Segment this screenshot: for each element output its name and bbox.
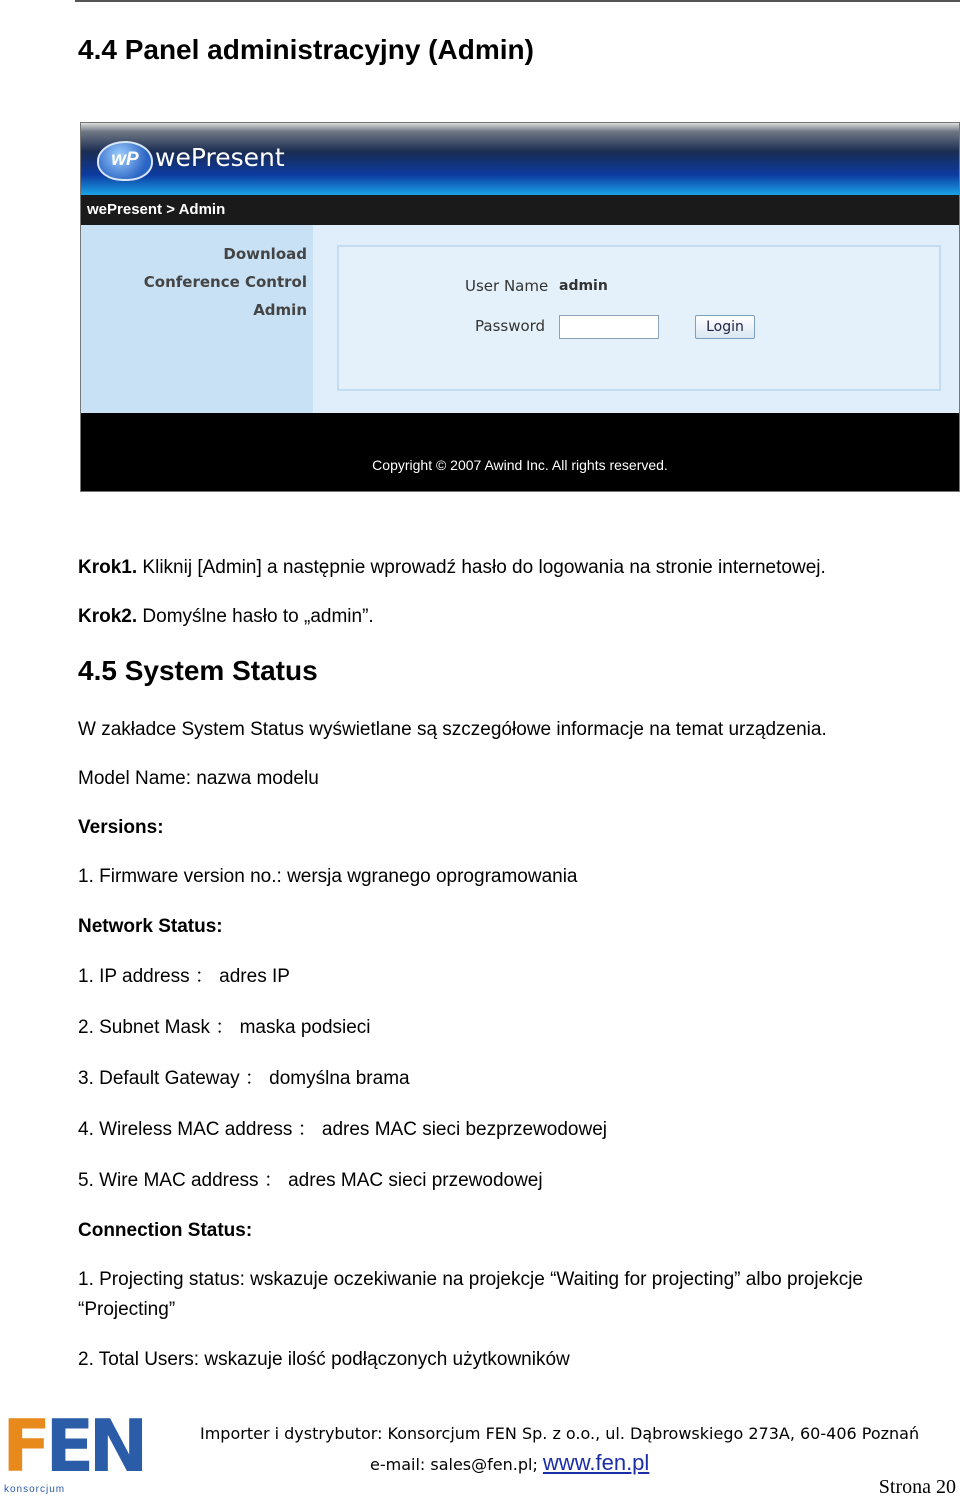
network-item: 4. Wireless MAC address ： adres MAC sieci bezprzewodowej xyxy=(78,1119,608,1140)
wepresent-logo-text: wePresent xyxy=(155,143,285,172)
user-name-label: User Name xyxy=(465,277,549,295)
step-2-text: Domyślne hasło to „admin”. xyxy=(137,606,374,627)
network-item: 5. Wire MAC address ： adres MAC sieci przewodowej xyxy=(78,1170,543,1191)
password-label: Password xyxy=(475,317,546,335)
network-title: Network Status: xyxy=(78,916,223,937)
left-menu xyxy=(81,225,313,413)
fen-logo-letters: FEN xyxy=(2,1404,143,1488)
login-form xyxy=(337,245,941,391)
step-1-label: Krok1. xyxy=(78,557,138,578)
network-item: 3. Default Gateway ： domyślna brama xyxy=(78,1068,410,1089)
footer-website-link[interactable]: www.fen.pl xyxy=(542,1450,650,1475)
copyright-text: Copyright © 2007 Awind Inc. All rights reserved. xyxy=(372,457,668,473)
versions-item: 1. Firmware version no.: wersja wgranego oprogramowania xyxy=(78,866,578,887)
main-pane xyxy=(313,225,959,413)
model-name: Model Name: nazwa modelu xyxy=(78,768,319,789)
user-name-value: admin xyxy=(559,278,608,294)
screenshot-body xyxy=(81,225,959,413)
step-2-label: Krok2. xyxy=(78,606,138,627)
menu-item-admin[interactable]: Admin xyxy=(253,301,307,319)
breadcrumb-text: wePresent > Admin xyxy=(87,201,226,218)
login-button[interactable]: Login xyxy=(695,315,755,339)
connection-item: 1. Projecting status: wskazuje oczekiwanie na projekcje “Waiting for projecting” albo projekcje “Projecting” xyxy=(78,1269,864,1320)
menu-item-download[interactable]: Download xyxy=(223,245,307,263)
top-rule xyxy=(75,0,960,2)
section-heading-status: 4.5 System Status xyxy=(78,655,318,686)
footer-importer-info: Importer i dystrybutor: Konsorcjum FEN Sp. z o.o., ul. Dąbrowskiego 273A, 60-406 Poznań xyxy=(200,1424,920,1443)
network-item: 1. IP address ： adres IP xyxy=(78,966,290,987)
connection-title: Connection Status: xyxy=(78,1220,253,1241)
network-item: 2. Subnet Mask ： maska podsieci xyxy=(78,1017,371,1038)
section-heading-admin: 4.4 Panel administracyjny (Admin) xyxy=(78,34,534,65)
step-1 xyxy=(78,553,826,583)
admin-login-screenshot xyxy=(80,122,960,492)
versions-title: Versions: xyxy=(78,817,164,838)
fen-logo-subtitle: konsorcjum xyxy=(4,1484,66,1495)
fen-logo xyxy=(2,1404,143,1496)
breadcrumb xyxy=(81,195,959,225)
password-field[interactable] xyxy=(559,315,659,339)
connection-item: 2. Total Users: wskazuje ilość podłączonych użytkowników xyxy=(78,1349,570,1370)
step-2 xyxy=(78,602,374,632)
screenshot-header xyxy=(81,123,959,195)
menu-item-conference-control[interactable]: Conference Control xyxy=(143,273,307,291)
status-intro: W zakładce System Status wyświetlane są szczegółowe informacje na temat urządzenia. xyxy=(78,719,827,740)
step-1-text: Kliknij [Admin] a następnie wprowadź hasło do logowania na stronie internetowej. xyxy=(137,557,826,578)
page-number: Strona 20 xyxy=(878,1476,956,1498)
footer-email: e-mail: sales@fen.pl; xyxy=(370,1455,543,1474)
wepresent-logo-icon: wP xyxy=(97,141,153,181)
footer-contact xyxy=(370,1450,649,1476)
screenshot-footer xyxy=(81,413,959,491)
